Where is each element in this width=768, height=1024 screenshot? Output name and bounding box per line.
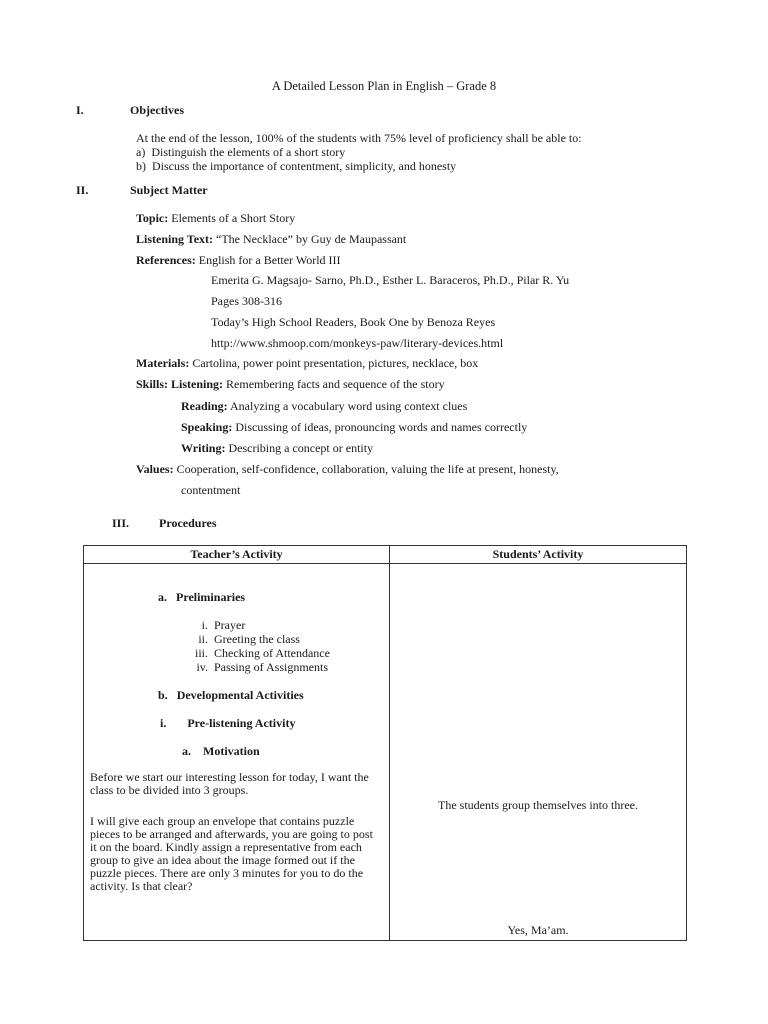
list-item: ii. Greeting the class — [198, 632, 300, 646]
listening-text-value: “The Necklace” by Guy de Maupassant — [216, 232, 407, 246]
list-item: iv. Passing of Assignments — [196, 660, 329, 674]
list-marker: i. — [160, 716, 167, 730]
references-value: English for a Better World III — [198, 253, 341, 267]
section-3-numeral: III. — [112, 516, 130, 530]
teacher-activity-cell — [84, 564, 390, 941]
topic-line — [136, 211, 295, 225]
skill-line — [181, 441, 373, 455]
topic-value: Elements of a Short Story — [171, 211, 296, 225]
document-title: A Detailed Lesson Plan in English – Grade 8 — [271, 79, 497, 93]
teacher-activity-header: Teacher’s Activity — [84, 546, 390, 564]
skill-line — [181, 399, 467, 413]
reference-url: http://www.shmoop.com/monkeys-paw/literary-devices.html — [211, 336, 504, 350]
table-row — [84, 564, 687, 941]
listening-text-label: Listening Text: — [136, 232, 214, 246]
topic-label: Topic: — [136, 211, 169, 225]
skill-text: Describing a concept or entity — [228, 441, 374, 455]
section-3-heading: Procedures — [159, 516, 217, 530]
skill-label: Speaking: — [181, 420, 233, 434]
objective-item — [136, 145, 345, 159]
table-header-row — [84, 546, 687, 564]
reference-line: Emerita G. Magsajo- Sarno, Ph.D., Esther L. Baraceros, Ph.D., Pilar R. Yu — [211, 273, 570, 287]
objectives-intro: At the end of the lesson, 100% of the students with 75% level of proficiency shall be able to: — [136, 131, 582, 145]
motivation-heading — [182, 744, 260, 759]
objective-text: Distinguish the elements of a short story — [151, 145, 346, 159]
objective-marker: a) — [136, 145, 146, 159]
values-label: Values: — [136, 462, 174, 476]
student-response: The students group themselves into three. — [438, 798, 638, 812]
listening-text-line — [136, 232, 406, 246]
list-marker: b. — [158, 688, 168, 702]
developmental-heading — [158, 688, 304, 703]
students-activity-cell — [390, 564, 687, 941]
skill-label: Reading: — [181, 399, 228, 413]
students-activity-header: Students’ Activity — [390, 546, 687, 564]
preliminaries-heading — [158, 590, 245, 605]
objective-item — [136, 159, 456, 173]
materials-label: Materials: — [136, 356, 190, 370]
list-heading: Developmental Activities — [176, 688, 304, 702]
section-2-heading: Subject Matter — [130, 183, 208, 197]
values-text: Cooperation, self-confidence, collaboration, valuing the life at present, honesty, — [176, 462, 559, 476]
list-item: i. Prayer — [201, 618, 246, 632]
skill-label: Listening: — [171, 377, 224, 391]
objective-marker: b) — [136, 159, 146, 173]
references-line — [136, 253, 341, 267]
list-heading: Motivation — [203, 744, 260, 758]
skill-label: Writing: — [181, 441, 226, 455]
skill-text: Remembering facts and sequence of the story — [226, 377, 445, 391]
objective-text: Discuss the importance of contentment, simplicity, and honesty — [152, 159, 457, 173]
list-heading: Pre-listening Activity — [187, 716, 296, 730]
materials-value: Cartolina, power point presentation, pictures, necklace, box — [192, 356, 479, 370]
skills-line — [136, 377, 445, 391]
list-marker: a. — [182, 744, 191, 758]
skill-text: Discussing of ideas, pronouncing words and names correctly — [235, 420, 528, 434]
references-label: References: — [136, 253, 196, 267]
instruction-paragraph: Before we start our interesting lesson for today, I want the class to be divided into 3 groups. — [90, 770, 369, 797]
list-heading: Preliminaries — [176, 590, 246, 604]
list-item: iii. Checking of Attendance — [194, 646, 330, 660]
section-1-numeral: I. — [76, 103, 84, 117]
skill-text: Analyzing a vocabulary word using context clues — [230, 399, 468, 413]
section-1-heading: Objectives — [130, 103, 184, 117]
prelistening-heading — [160, 716, 295, 731]
reference-line: Today’s High School Readers, Book One by Benoza Reyes — [211, 315, 496, 329]
section-2-numeral: II. — [76, 183, 89, 197]
procedures-table — [83, 545, 687, 941]
list-marker: a. — [158, 590, 167, 604]
values-continuation: contentment — [181, 483, 241, 497]
instruction-paragraph: I will give each group an envelope that contains puzzle pieces to be arranged and afterwards, you are going to post it on the board. Kindly assign a representative from each group to give an idea about the image formed out if the puzzle pieces. There are only 3 minutes for you to do the activity. Is that clear? — [90, 814, 373, 893]
reference-line: Pages 308-316 — [211, 294, 282, 308]
skill-line — [181, 420, 527, 434]
materials-line — [136, 356, 478, 370]
skills-label: Skills: — [136, 377, 169, 391]
values-line — [136, 462, 559, 476]
student-response: Yes, Ma’am. — [507, 923, 569, 937]
